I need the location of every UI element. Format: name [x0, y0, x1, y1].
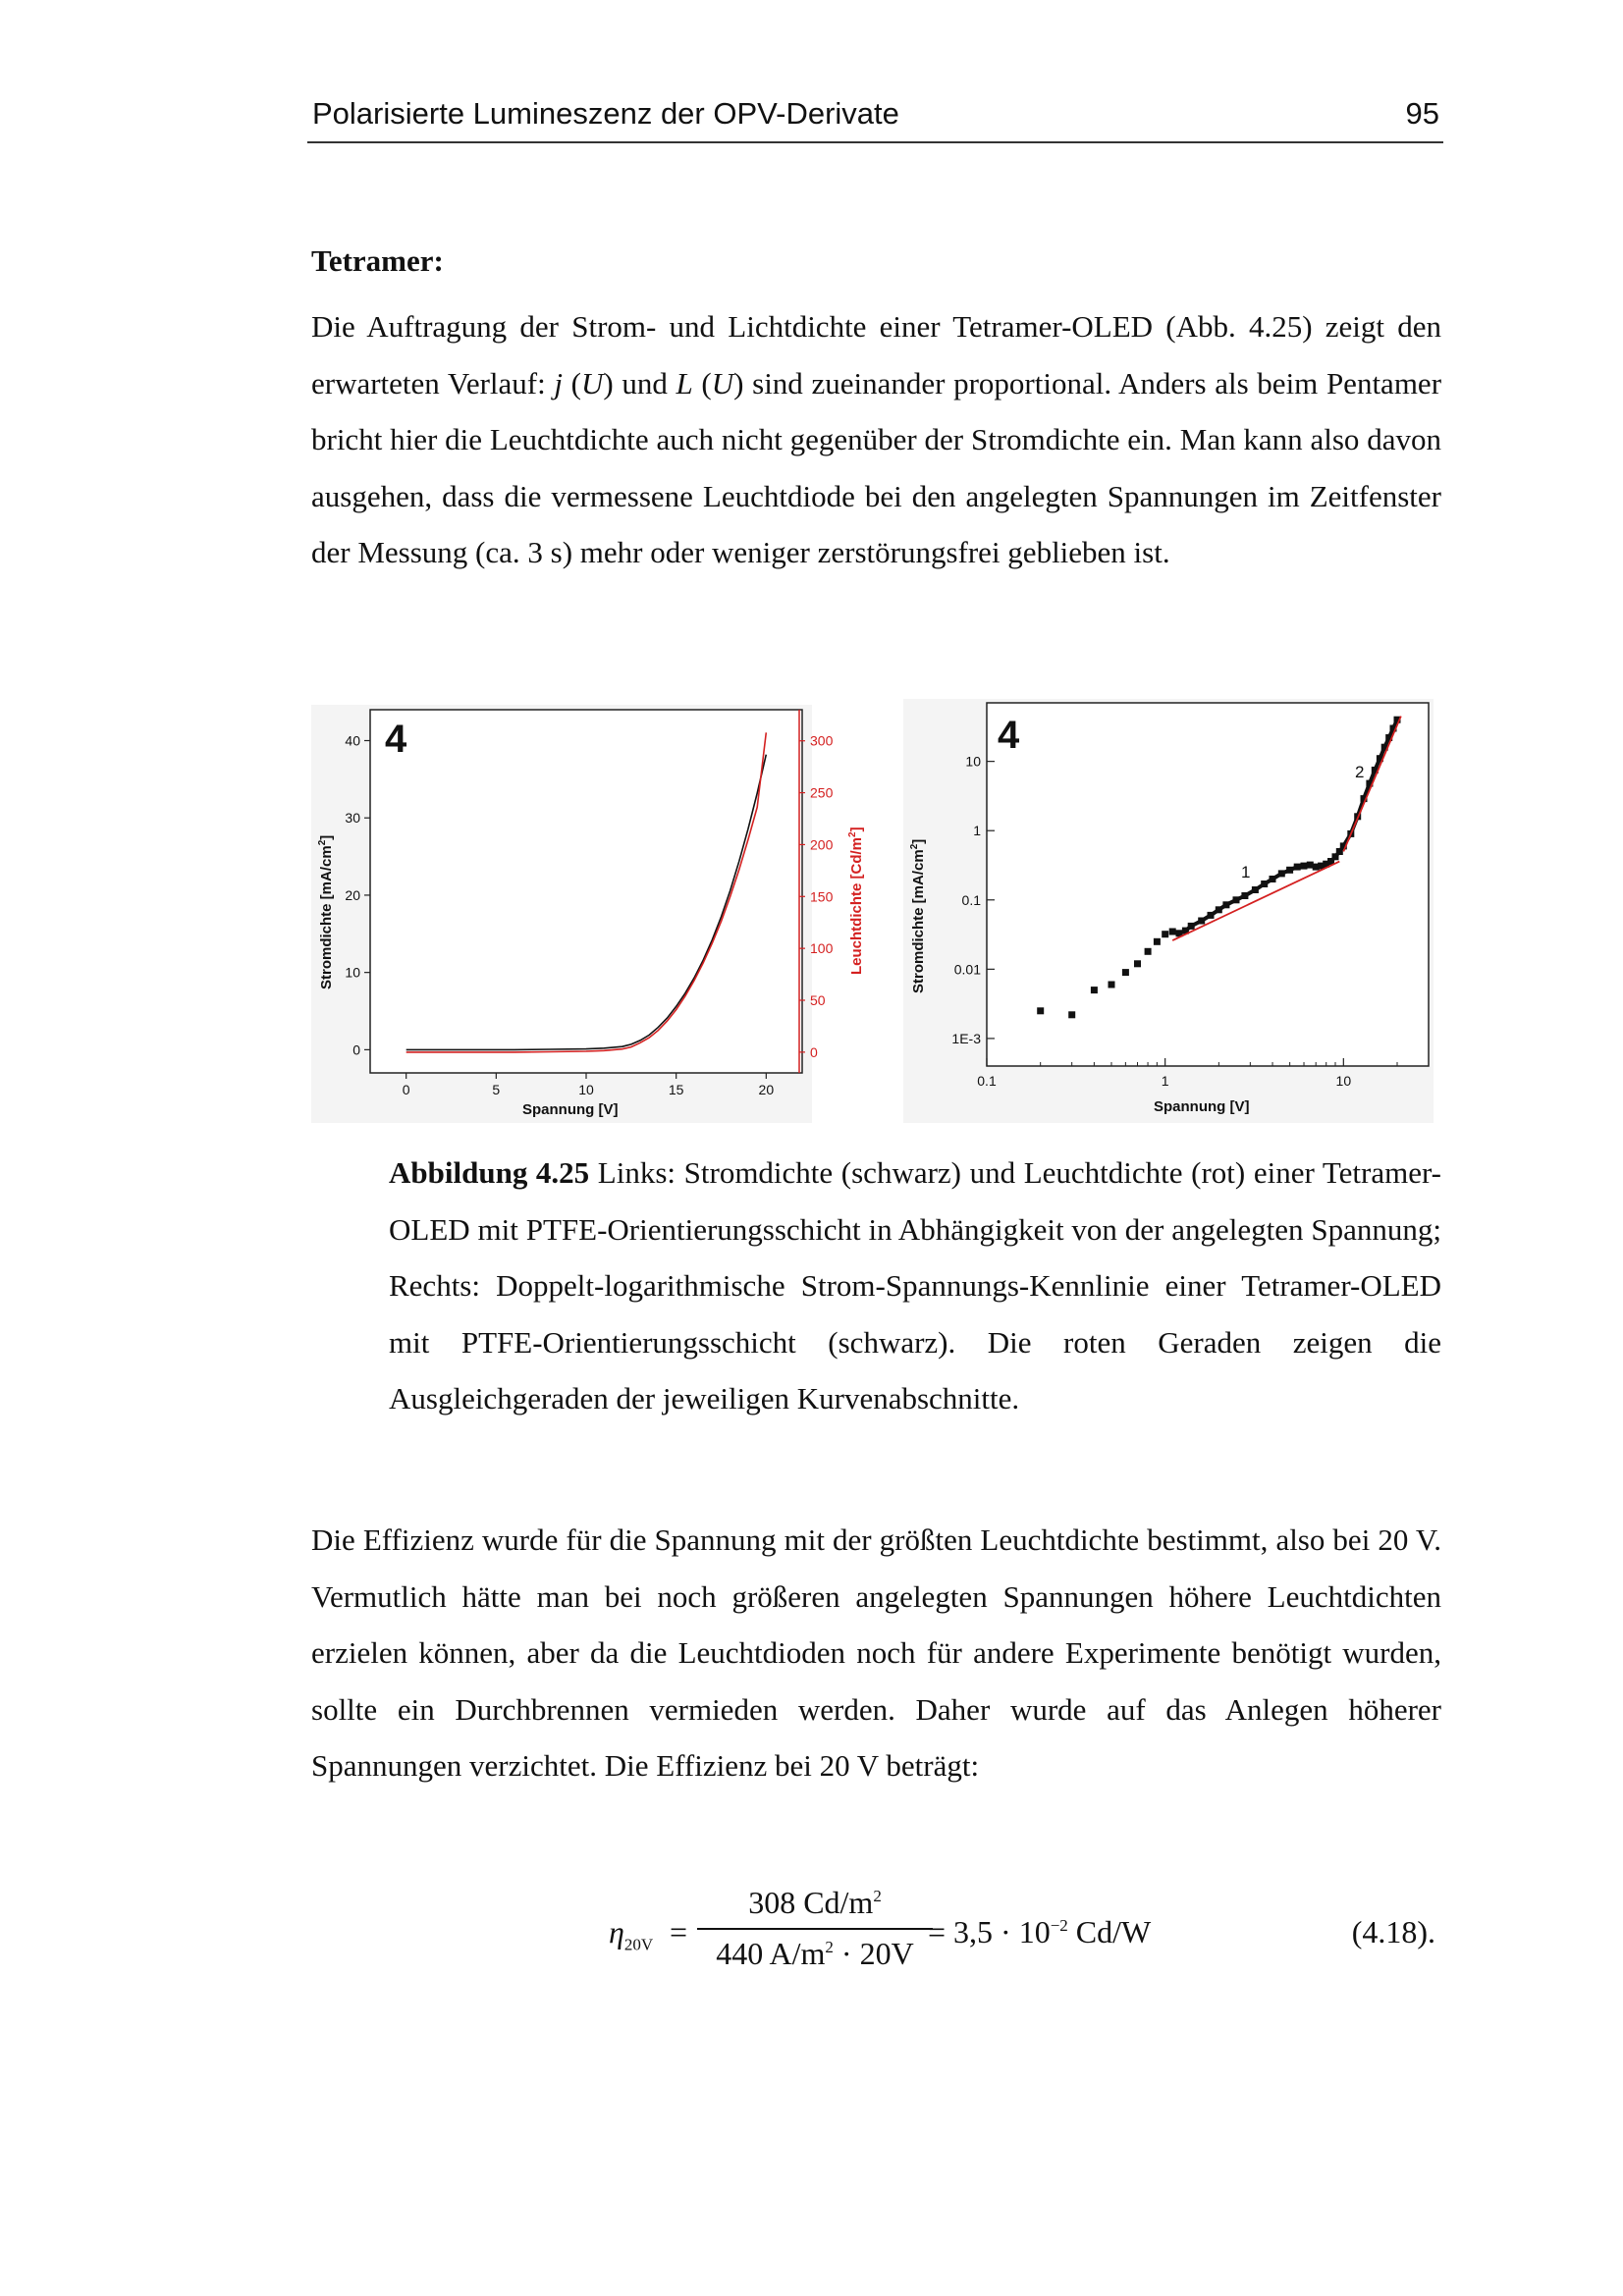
- equation-denominator: 440 $A/m^2 \cdot 20V$: [716, 1936, 914, 1971]
- paragraph-2: Die Effizienz wurde für die Spannung mit der größten Leuchtdichte bestimmt, also bei 20 V. Vermutlich hätte man bei noch größeren angelegten Spannungen höhere Leuchtdichten erzielen können, aber da die Leuchtdioden noch für andere Experimente benötigt wurden, sollte ein Durchbrennen vermieden werden. Daher wurde auf das Anlegen höherer Spannungen verzichtet. Die Effizienz bei 20 V beträgt:: [311, 1522, 1441, 1784]
- rhs-exponent: −2: [1050, 1916, 1068, 1935]
- denominator-unit: m: [800, 1936, 826, 1971]
- data-point: [1037, 1007, 1044, 1014]
- denominator-sup: 2: [825, 1938, 834, 1956]
- section-heading: Tetramer:: [311, 243, 444, 278]
- data-point: [1145, 948, 1152, 955]
- x-tick-label: 0.1: [977, 1073, 997, 1089]
- y-axis-label-text: Stromdichte [mA/cm: [910, 849, 927, 993]
- annotation-segment-2: 2: [1355, 763, 1365, 781]
- x-tick-label: 5: [492, 1082, 501, 1097]
- data-point: [1091, 987, 1098, 993]
- paragraph-1: [311, 298, 1441, 581]
- x-axis-label: Spannung [V]: [522, 1101, 619, 1118]
- denominator-voltage: · 20V: [833, 1936, 914, 1971]
- y-axis-label-left-text: Stromdichte [mA/cm: [318, 845, 335, 989]
- data-point: [1122, 969, 1129, 976]
- y-tick-label-left: 10: [345, 964, 360, 981]
- equation-numerator: 308 $Cd/m^2$: [748, 1885, 882, 1920]
- y-tick-label-left: 30: [345, 810, 360, 827]
- eta-subscript: 20V: [623, 1935, 654, 1954]
- data-point: [1109, 982, 1115, 988]
- y-tick-label: 0.01: [953, 961, 981, 978]
- y-tick-label-right: 150: [810, 888, 834, 905]
- y-axis-label: [909, 839, 927, 993]
- data-point: [1134, 960, 1141, 967]
- header-title: Polarisierte Lumineszenz der OPV-Derivate: [312, 96, 899, 131]
- y-tick-label-right: 250: [810, 784, 834, 801]
- y-axis-label-right: [847, 827, 865, 975]
- y-axis-label-right-sup: 2: [847, 831, 858, 837]
- equation-4-18: [599, 1885, 1443, 1983]
- paragraph-1-text-c: ) und: [603, 365, 676, 400]
- eta-symbol: η: [609, 1914, 624, 1949]
- rhs-unit-a: Cd: [1067, 1914, 1113, 1949]
- equation-rhs: = $3,5 \cdot 10^{-2}$ Cd/W: [928, 1914, 1152, 1949]
- symbol-u: U: [581, 365, 604, 400]
- y-tick-label-right: 100: [810, 940, 834, 957]
- data-point: [1068, 1011, 1075, 1018]
- running-header: [307, 96, 1443, 143]
- denominator-value: 440 A: [716, 1936, 792, 1971]
- equation-equals: =: [670, 1914, 688, 1949]
- x-tick-label: 0: [402, 1082, 410, 1097]
- paragraph-1-text-b: (: [563, 365, 581, 400]
- y-tick-label-right: 300: [810, 732, 834, 749]
- y-tick-label-right: 200: [810, 836, 834, 853]
- numerator-unit: m: [848, 1885, 874, 1920]
- symbol-u: U: [711, 365, 734, 400]
- y-axis-label-left-close: ]: [318, 834, 335, 840]
- rhs-unit-b: W: [1121, 1914, 1152, 1949]
- numerator-sup: 2: [873, 1887, 882, 1905]
- data-point: [1162, 931, 1168, 937]
- figure-right: [903, 699, 1434, 1123]
- plot-frame: [987, 703, 1429, 1066]
- caption-text: Links: Stromdichte (schwarz) und Leuchtdichte (rot) einer Tetramer-OLED mit PTFE-Orientierungsschicht in Abhängigkeit von der angelegten Spannung; Rechts: Doppelt-logarithmische Strom-Spannungs-Kennlinie einer Tetramer-OLED mit PTFE-Orientierungsschicht (schwarz). Die roten Geraden zeigen die Ausgleichgeraden der jeweiligen Kurvenabschnitte.: [389, 1155, 1441, 1416]
- y-tick-label: 10: [965, 753, 981, 770]
- x-tick-label: 10: [578, 1082, 594, 1097]
- x-tick-label: 10: [1335, 1073, 1352, 1089]
- rhs-value: = 3,5 · 10: [928, 1914, 1051, 1949]
- y-axis-label-right-text: Leuchtdichte [Cd/m: [848, 836, 865, 975]
- y-axis-label-close: ]: [910, 838, 927, 844]
- y-tick-label: 1E-3: [951, 1030, 981, 1046]
- paragraph-1-text-d: (: [692, 365, 712, 400]
- figure-caption: [389, 1145, 1441, 1427]
- y-tick-label: 1: [973, 823, 981, 839]
- fraction-bar: [697, 1928, 933, 1930]
- x-tick-label: 1: [1161, 1073, 1169, 1089]
- x-tick-label: 20: [758, 1082, 775, 1097]
- y-axis-label-right-close: ]: [848, 827, 865, 832]
- y-tick-label-left: 0: [352, 1041, 360, 1058]
- panel-label: 4: [385, 718, 407, 761]
- y-axis-label-left: [317, 835, 335, 989]
- y-tick-label-left: 40: [345, 732, 360, 749]
- left-chart: [311, 705, 865, 1123]
- equation-lhs: [609, 1914, 653, 1954]
- data-point: [1154, 938, 1161, 945]
- panel-label: 4: [998, 714, 1020, 757]
- plot-frame: [370, 710, 802, 1073]
- equation-label: (4.18).: [1351, 1914, 1435, 1949]
- y-tick-label-right: 0: [810, 1043, 818, 1060]
- y-axis-label-sup: 2: [909, 843, 920, 850]
- y-tick-label-right: 50: [810, 992, 826, 1008]
- page-number: 95: [1405, 96, 1439, 131]
- numerator-value: 308 Cd: [748, 1885, 840, 1920]
- x-tick-label: 15: [668, 1082, 684, 1097]
- y-axis-label-left-sup: 2: [317, 839, 328, 846]
- right-chart: [903, 699, 1434, 1123]
- caption-number: Abbildung 4.25: [389, 1155, 590, 1190]
- y-tick-label-left: 20: [345, 886, 360, 903]
- x-axis-label: Spannung [V]: [1154, 1098, 1250, 1115]
- paragraph-1-text-a: Die Auftragung der Strom- und Lichtdichte einer Tetramer-OLED (Abb. 4.25) zeigt den erwarteten Verlauf:: [311, 309, 1441, 400]
- y-tick-label: 0.1: [961, 891, 981, 908]
- annotation-segment-1: 1: [1241, 863, 1251, 881]
- paragraph-1-text-e: ) sind zueinander proportional. Anders als beim Pentamer bricht hier die Leuchtdichte auch nicht gegenüber der Stromdichte ein. Man kann also davon ausgehen, dass die vermessene Leuchtdiode bei den angelegten Spannungen im Zeitfenster der Messung (ca. 3 s) mehr oder weniger zerstörungsfrei geblieben ist.: [311, 365, 1442, 570]
- symbol-j: j: [554, 365, 564, 400]
- symbol-l: L: [676, 365, 693, 400]
- figure-left: [311, 705, 865, 1123]
